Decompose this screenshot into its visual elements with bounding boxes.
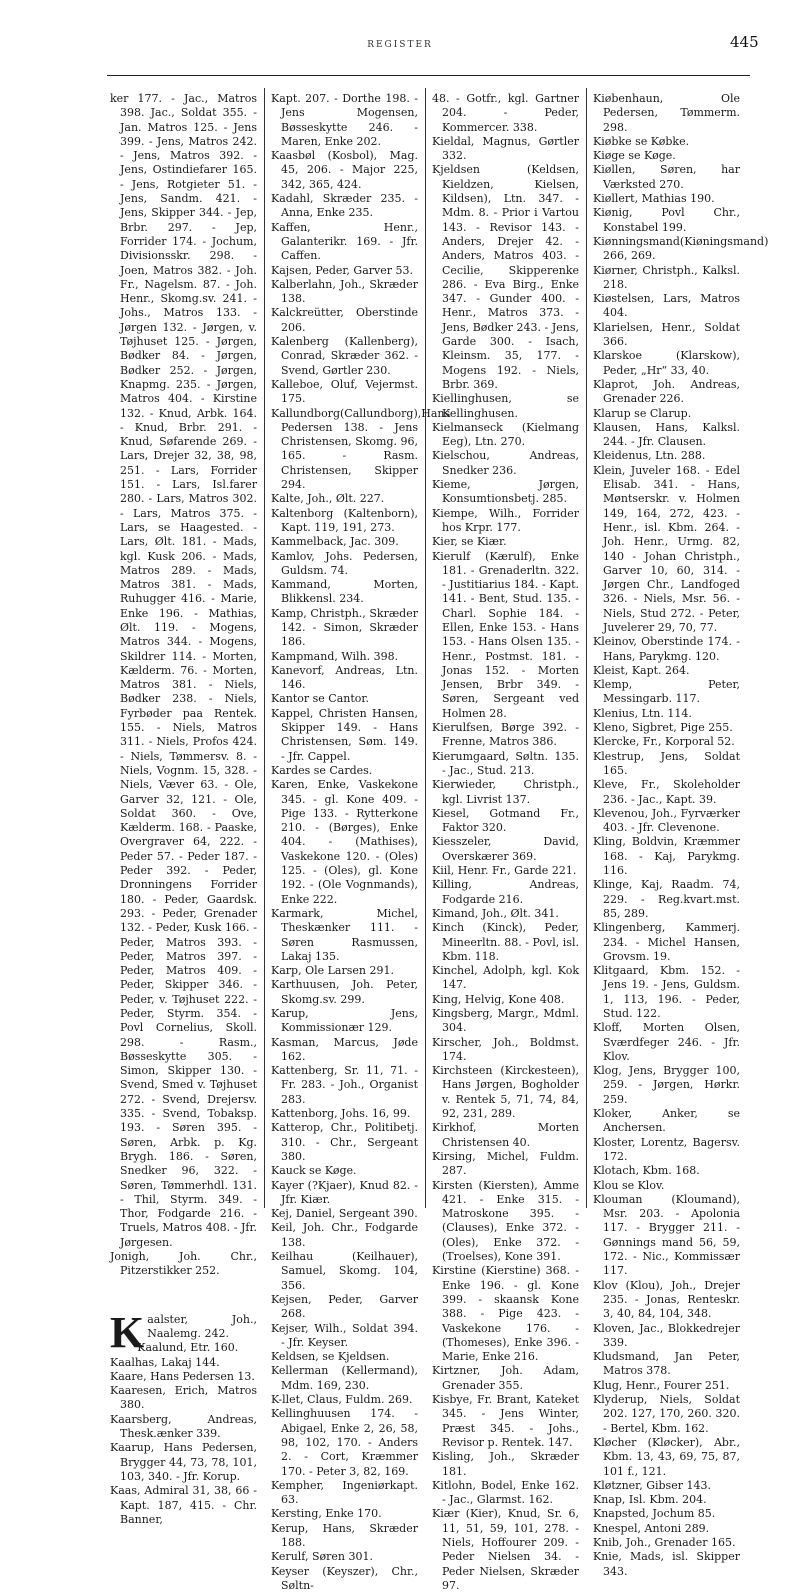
register-entry: Kirscher, Joh., Boldmst. 174. [432,1035,579,1063]
register-entry: Karp, Ole Larsen 291. [271,964,394,978]
register-entry: Kellerman (Kellermand), Mdm. 169, 230. [271,1364,418,1392]
register-entry: Kaarup, Hans Pedersen, Brygger 44, 73, 78, 101, 103, 340. - Jfr. Korup. [110,1441,257,1483]
register-entry: Kitlohn, Bodel, Enke 162. - Jac., Glarmst. 162. [432,1478,579,1507]
register-entry: Kasman, Marcus, Jøde 162. [271,1035,418,1063]
register-entry: Kadahl, Skræder 235. - Anna, Enke 235. [271,192,418,220]
register-entry: Kamp, Christph., Skræder 142. - Simon, Skræder 186. [271,606,418,649]
register-entry: Kiøllert, Mathias 190. [593,192,715,206]
register-entry: Kleist, Kapt. 264. [593,663,690,677]
register-entry: Kingsberg, Margr., Mdml. 304. [432,1007,579,1035]
register-entry: Klyderup, Niels, Soldat 202. 127, 170, 260. 320. - Bertel, Kbm. 162. [593,1393,740,1435]
register-entry: Kleidenus, Ltn. 288. [593,449,706,463]
register-entry: Kalleboe, Oluf, Vejermst. 175. [271,377,418,406]
register-entry: Kalckreütter, Oberstinde 206. [271,306,418,334]
register-entry: Knapsted, Jochum 85. [593,1507,716,1521]
register-entry: Klenius, Ltn. 114. [593,706,692,720]
register-entry: Kaarsberg, Andreas, Thesk.ænker 339. [110,1412,257,1441]
register-column-1 [110,92,257,1526]
register-entry: Kappel, Christen Hansen, Skipper 149. - Hans Christensen, Søm. 149. - Jfr. Cappel. [271,706,418,763]
register-entry: King, Helvig, Kone 408. [432,992,565,1006]
page-number: 445 [730,33,759,51]
register-entry: Kling, Boldvin, Kræmmer 168. - Kaj, Parykmg. 116. [593,835,740,878]
register-entry: Knespel, Antoni 289. [593,1521,710,1535]
register-entry: aalster, Joh., Naalemg. 242. [147,1312,257,1340]
register-entry: Kløcher (Kløcker), Abr., Kbm. 13, 43, 69, 75, 87, 101 f., 121. [593,1435,740,1478]
register-entry: Kallundborg(Callundborg),Hans Pedersen 138. - Jens Christensen, Skomg. 96, 165. - Rasm. Christensen, Skipper 294. [271,406,451,492]
register-entry: Klov (Klou), Joh., Drejer 235. - Jonas, Renteskr. 3, 40, 84, 104, 348. [593,1278,740,1321]
register-entry: Kieme, Jørgen, Konsumtionsbetj. 285. [432,478,579,506]
register-entry: Knib, Joh., Grenader 165. [593,1535,736,1549]
register-entry: Klein, Juveler 168. - Edel Elisab. 341. - Hans, Møntserskr. v. Holmen 149, 164, 272, 423. - Henr., isl. Kbm. 264. - Joh. Henr., Urmg. 82, 140 - Johan Christph., Garver 10, 60, 314. - Jørgen Chr., Landfoged 326. - Niels, Msr. 56. - Niels, Stud 272. - Peter, Juvelerer 29, 70, 77. [593,463,740,634]
register-entry: Kiøllen, Søren, har Værksted 270. [593,163,740,191]
register-entry: Kjeldsen (Keldsen, Kieldzen, Kielsen, Kildsen), Ltn. 347. - Mdm. 8. - Prior i Vartou 143. - Revisor 143. - Anders, Drejer 42. - Anders, Matros 403. - Cecilie, Skipperenke 286. - Eva Birg., Enke 347. - Gunder 400. - Henr., Matros 373. - Jens, Bødker 243. - Jens, Garde 300. - Isach, Kleinsm. 35, 177. - Mogens 192. - Niels, Brbr. 369. [432,163,579,391]
register-entry: Kiesel, Gotmand Fr., Faktor 320. [432,806,579,835]
section-initial: K [110,1307,145,1357]
register-entry: Kierulfsen, Børge 392. - Frenne, Matros 386. [432,721,579,749]
register-entry: Kauck se Køge. [271,1164,357,1178]
register-entry: Kimand, Joh., Ølt. 341. [432,906,559,920]
register-entry: Kempher, Ingeniørkapt. 63. [271,1478,418,1507]
register-entry: Kludsmand, Jan Peter, Matros 378. [593,1350,740,1378]
column-divider [264,88,265,1208]
register-entry: Klug, Henr., Fourer 251. [593,1378,730,1392]
register-entry: Kajsen, Peder, Garver 53. [271,263,414,277]
register-entry: Kier, se Kiær. [432,535,507,549]
register-entry: Killing, Andreas, Fodgarde 216. [432,878,579,906]
register-entry: Kersting, Enke 170. [271,1507,382,1521]
register-entry: Keldsen, se Kjeldsen. [271,1350,390,1364]
register-entry: Klou se Klov. [593,1178,665,1192]
register-entry: Kiil, Henr. Fr., Garde 221. [432,864,577,878]
register-entry: Kisbye, Fr. Brant, Kateket 345. - Jens Winter, Præst 345. - Johs., Revisor p. Rentek. 147. [432,1393,579,1449]
register-entry: Kierulf (Kærulf), Enke 181. - Grenaderltn. 322. - Justitiarius 184. - Kapt. 141. - Bent, Stud. 135. - Charl. Sophie 184. - Ellen, Enke 153. - Hans 153. - Hans Olsen 135. - Henr., Postmst. 181. - Jonas 152. - Morten Jensen, Brbr 349. - Søren, Sergeant ved Holmen 28. [432,549,579,720]
register-entry: Kalenberg (Kallenberg), Conrad, Skræder 362. - Svend, Gørtler 230. [271,335,418,377]
register-entry: Kaalund, Etr. 160. [137,1341,239,1355]
register-entry: 48. - Gotfr., kgl. Gartner 204. - Peder, Kommercer. 338. [432,92,579,134]
column-divider [586,88,587,1208]
register-entry: Kinchel, Adolph, kgl. Kok 147. [432,964,579,992]
register-entry: Kielschou, Andreas, Snedker 236. [432,449,579,477]
register-entry: Kellinghuusen 174. - Abigael, Enke 2, 26, 58, 98, 102, 170. - Anders 2. - Cort, Kræmmer 170. - Peter 3, 82, 169. [271,1407,418,1478]
register-entry: Kanevorf, Andreas, Ltn. 146. [271,663,418,692]
register-entry: Kloff, Morten Olsen, Sværdfeger 246. - Jfr. Klov. [593,1021,740,1063]
register-entry: Kardes se Cardes. [271,763,373,777]
register-entry: Kiørner, Christph., Kalksl. 218. [593,263,740,291]
register-entry: Klinge, Kaj, Raadm. 74, 229. - Reg.kvart.mst. 85, 289. [593,878,740,920]
register-entry: Kløtzner, Gibser 143. [593,1478,711,1492]
register-entry: Klarskoe (Klarskow), Peder, „Hr“ 33, 40. [593,349,740,377]
register-entry: Kleno, Sigbret, Pige 255. [593,721,733,735]
register-entry: Kiøge se Køge. [593,149,676,163]
register-entry: Kayer (?Kjaer), Knud 82. - Jfr. Kiær. [271,1178,418,1206]
register-entry: Klemp, Peter, Messingarb. 117. [593,678,740,706]
register-column-4 [593,92,769,1578]
register-entry: Kalberlahn, Joh., Skræder 138. [271,277,418,306]
register-entry: Keilhau (Keilhauer), Samuel, Skomg. 104, 356. [271,1250,418,1292]
register-entry: Kierumgaard, Søltn. 135. - Jac., Stud. 213. [432,749,579,777]
register-entry: Kaaresen, Erich, Matros 380. [110,1384,257,1412]
column-divider [425,88,426,1208]
register-entry: Kloven, Jac., Blokkedrejer 339. [593,1321,740,1349]
register-entry: Kirsten (Kiersten), Amme 421. - Enke 315. - Matroskone 395. - (Clauses), Enke 372. - (Oles), Enke 372. - (Troelses), Kone 391. [432,1178,579,1264]
register-entry: Kejsen, Peder, Garver 268. [271,1292,418,1321]
register-entry: Kaltenborg (Kaltenborn), Kapt. 119, 191, 273. [271,506,418,534]
register-entry: Kalte, Joh., Ølt. 227. [271,492,385,506]
register-entry: Karup, Jens, Kommissionær 129. [271,1007,418,1035]
register-entry: Klevenou, Joh., Fyrværker 403. - Jfr. Clevenone. [593,806,740,835]
register-entry: Keil, Joh. Chr., Fodgarde 138. [271,1221,418,1249]
register-entry: Kleinov, Oberstinde 174. - Hans, Parykmg. 120. [593,635,740,663]
register-entry: Kieldal, Magnus, Gørtler 332. [432,134,579,163]
register-entry: Klog, Jens, Brygger 100, 259. - Jørgen, Hørkr. 259. [593,1064,740,1106]
register-entry: Kammand, Morten, Blikkensl. 234. [271,578,418,606]
register-entry: Kiær (Kier), Knud, Sr. 6, 11, 51, 59, 101, 278. - Niels, Hoffourer 209. - Peder Nielsen 34. - Peder Nielsen, Skræder 97. [432,1507,579,1592]
register-entry: Knie, Mads, isl. Skipper 343. [593,1550,740,1578]
register-entry: Karen, Enke, Vaskekone 345. - gl. Kone 409. - Pige 133. - Rytterkone 210. - (Børges), Enke 404. - (Mathises), Vaskekone 120. - (Oles) 125. - (Oles), gl. Kone 192. - (Ole Vognmands), Enke 222. [271,778,418,906]
register-entry: Kampmand, Wilh. 398. [271,649,399,663]
register-entry: Kattenberg, Sr. 11, 71. - Fr. 283. - Joh., Organist 283. [271,1064,418,1106]
register-entry: Kaasbøl (Kosbol), Mag. 45, 206. - Major 225, 342, 365, 424. [271,149,418,191]
register-entry: Klarup se Clarup. [593,406,692,420]
register-entry: Kisling, Joh., Skræder 181. [432,1450,579,1478]
register-entry: Karmark, Michel, Theskænker 111. - Søren Rasmussen, Lakaj 135. [271,906,418,963]
register-entry: Katterop, Chr., Politibetj. 310. - Chr., Sergeant 380. [271,1121,418,1163]
register-entry: Kiøstelsen, Lars, Matros 404. [593,292,740,320]
register-entry: Kielmanseck (Kielmang Eeg), Ltn. 270. [432,420,579,449]
register-entry: Kattenborg, Johs. 16, 99. [271,1107,411,1121]
register-entry: ker 177. - Jac., Matros 398. Jac., Soldat 355. - Jan. Matros 125. - Jens 399. - Jens, Matros 242. - Jens, Matros 392. - Jens, Ostindiefarer 165. - Jens, Rotgieter 51. - Jens, Sandm. 421. - Jens, Skipper 344. - Jep, Brbr. 297. - Jep, Forrider 174. - Jochum, Divisionsskr. 298. - Joen, Matros 382. - Joh. Fr., Nagelsm. 87. - Joh. Henr., Skomg.sv. 241. - Johs., Matros 133. - Jørgen 132. - Jørgen, v. Tøjhuset 125. - Jørgen, Bødker 84. - Jørgen, Bødker 252. - Jørgen, Knapmg. 235. - Jørgen, Matros 404. - Kirstine 132. - Knud, Arbk. 164. - Knud, Brbr. 291. - Knud, Søfarende 269. - Lars, Drejer 32, 38, 98, 251. - Lars, Forrider 151. - Lars, Isl.farer 280. - Lars, Matros 302. - Lars, Matros 375. - Lars, se Haagested. - Lars, Ølt. 181. - Mads, kgl. Kusk 206. - Mads, Matros 289. - Mads, Matros 381. - Mads, Ruhugger 416. - Marie, Enke 196. - Mathias, Ølt. 119. - Mogens, Matros 344. - Mogens, Skildrer 114. - Morten, Kælderm. 76. - Morten, Matros 381. - Niels, Bødker 238. - Niels, Fyrbøder paa Rentek. 155. - Niels, Matros 311. - Niels, Profos 424. - Niels, Tømmersv. 8. - Niels, Vognm. 15, 328. - Niels, Væver 63. - Ole, Garver 32, 121. - Ole, Soldat 360. - Ove, Kælderm. 168. - Paaske, Overgraver 64, 222. - Peder 57. - Peder 187. - Peder 392. - Peder, Dronningens Forrider 180. - Peder, Gaardsk. 293. - Peder, Grenader 132. - Peder, Kusk 166. - Peder, Matros 393. - Peder, Matros 397. - Peder, Matros 409. - Peder, Skipper 346. - Peder, v. Tøjhuset 222. - Peder, Styrm. 354. - Povl Cornelius, Skoll. 298. - Rasm., Bøsseskytte 305. - Simon, Skipper 130. - Svend, Smed v. Tøjhuset 272. - Svend, Drejersv. 335. - Svend, Tobaksp. 193. - Søren 395. - Søren, Arbk. p. Kg. Brygh. 186. - Søren, Snedker 96, 322. - Søren, Tømmerhdl. 131. - Thil, Styrm. 349. - Thor, Fodgarde 216. - Truels, Matros 408. - Jfr. Jørgesen. [110,92,257,1249]
register-entry: Klausen, Hans, Kalksl. 244. - Jfr. Clausen. [593,420,740,449]
register-entry: Klestrup, Jens, Soldat 165. [593,749,740,777]
register-entry: Klercke, Fr., Korporal 52. [593,735,735,749]
register-entry: Jonigh, Joh. Chr., Pitzerstikker 252. [110,1250,257,1278]
register-entry: Kerup, Hans, Skræder 188. [271,1521,418,1549]
register-entry: Klotach, Kbm. 168. [593,1164,700,1178]
register-entry: Karthuusen, Joh. Peter, Skomg.sv. 299. [271,978,418,1006]
register-entry: Kirstine (Kierstine) 368. - Enke 196. - gl. Kone 399. - skaansk Kone 388. - Pige 423. - Vaskekone 176. - (Thomeses), Enke 396. - Marie, Enke 216. [432,1264,579,1364]
register-entry: Kloster, Lorentz, Bagersv. 172. [593,1135,740,1163]
register-entry: Knap, Isl. Kbm. 204. [593,1493,707,1507]
register-entry: Kierwieder, Christph., kgl. Livrist 137. [432,778,579,806]
register-entry: Kirchsteen (Kirckesteen), Hans Jørgen, Bogholder v. Rentek 5, 71, 74, 84, 92, 231, 289. [432,1064,579,1121]
register-entry: Kleve, Fr., Skoleholder 236. - Jac., Kapt. 39. [593,778,740,806]
register-entry: Kaas, Admiral 31, 38, 66 - Kapt. 187, 415. - Chr. Banner, [110,1484,257,1526]
register-entry: Kirtzner, Joh. Adam, Grenader 355. [432,1364,579,1392]
register-entry: Klingenberg, Kammerj. 234. - Michel Hansen, Grovsm. 19. [593,921,740,963]
running-title: REGISTER [367,40,433,50]
register-entry: Kiøbenhaun, Ole Pedersen, Tømmerm. 298. [593,92,740,134]
register-column-3 [432,92,579,1592]
register-entry: Keyser (Keyszer), Chr., Søltn- [271,1564,418,1592]
register-entry: Kloker, Anker, se Anchersen. [593,1107,740,1135]
register-entry: Kiellinghusen, se Kellinghusen. [432,392,579,420]
register-entry: Kiøbke se Købke. [593,134,690,148]
register-entry: Kantor se Cantor. [271,692,369,706]
register-entry: Kirsing, Michel, Fuldm. 287. [432,1149,579,1178]
register-entry: Kammelback, Jac. 309. [271,535,399,549]
register-entry: Kiempe, Wilh., Forrider hos Krpr. 177. [432,506,579,534]
register-entry: Kaffen, Henr., Galanterikr. 169. - Jfr. Caffen. [271,220,418,263]
header-rule [107,75,750,76]
register-entry: Kerulf, Søren 301. [271,1550,373,1564]
register-entry: Kamlov, Johs. Pedersen, Guldsm. 74. [271,549,418,577]
register-column-2 [271,92,451,1592]
register-entry: Kiesszeler, David, Overskærer 369. [432,835,579,863]
register-entry: K-llet, Claus, Fuldm. 269. [271,1393,413,1407]
register-entry: Kinch (Kinck), Peder, Mineerltn. 88. - Povl, isl. Kbm. 118. [432,921,579,963]
register-entry: Klitgaard, Kbm. 152. - Jens 19. - Jens, Guldsm. 1, 113, 196. - Peder, Stud. 122. [593,964,740,1020]
register-entry: Kiønig, Povl Chr., Konstabel 199. [593,206,740,234]
register-entry: Kej, Daniel, Sergeant 390. [271,1207,418,1221]
register-entry: Kaalhas, Lakaj 144. [110,1355,220,1369]
register-entry: Kirkhof, Morten Christensen 40. [432,1121,579,1149]
register-entry: Klaprot, Joh. Andreas, Grenader 226. [593,377,740,406]
register-entry: Kejser, Wilh., Soldat 394. - Jfr. Keyser. [271,1321,418,1349]
register-entry: Kaare, Hans Pedersen 13. [110,1369,255,1383]
register-entry: Kiønningsmand(Kiøningsmand) 266, 269. [593,234,769,263]
register-entry: Klouman (Kloumand), Msr. 203. - Apolonia 117. - Brygger 211. - Gønnings mand 56, 59, 172. - Nic., Kommissær 117. [593,1192,740,1278]
register-entry: Klarielsen, Henr., Soldat 366. [593,320,740,349]
register-entry: Kapt. 207. - Dorthe 198. - Jens Mogensen, Bøsseskytte 246. - Maren, Enke 202. [271,92,418,148]
